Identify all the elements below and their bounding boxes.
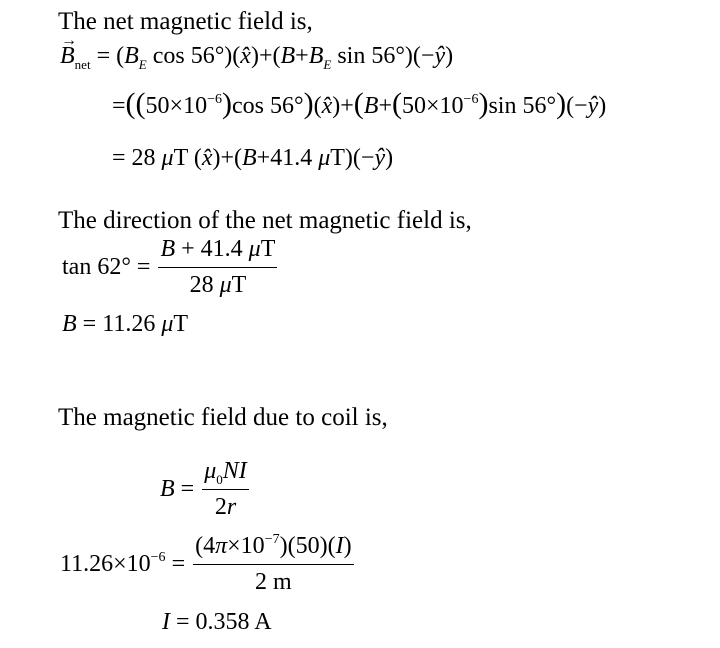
- result-b-value: B = 11.26 μT: [62, 311, 189, 337]
- equation-coil-substituted: [60, 533, 354, 596]
- tan-fraction: [158, 236, 277, 299]
- equation-net-field-definition: → $B_{net} = (B_E$ $\cos 56^\circ)(x̂)+(B+B_E$ sin 56°)(−ŷ): [60, 42, 453, 70]
- tan-lhs: tan 62° =: [62, 254, 151, 280]
- heading-net-field: The net magnetic field is,: [58, 8, 313, 35]
- tan-numerator: B + 41.4 μT: [160, 236, 276, 262]
- heading-coil-field: The magnetic field due to coil is,: [58, 404, 388, 431]
- equation-net-field-substituted: $=((50\times 10^{-6})\cos$ $56^\circ)(x̂)+(B+(50\times 10^{-6})\sin$ 56°)(−ŷ): [112, 87, 607, 120]
- equation-tangent: [62, 236, 277, 299]
- net-subscript: net: [74, 57, 91, 72]
- sub-denominator: 2 m: [255, 569, 292, 595]
- formula-fraction: [202, 458, 249, 521]
- tan-denominator: 28 μT: [189, 272, 247, 298]
- sub-lhs: $11.26\times 10^{-6}$ =: [60, 550, 186, 577]
- sub-fraction: [193, 533, 353, 596]
- equation-net-field-numeric: = 28 μT (x̂)+(B+41.4 μT)(−ŷ): [112, 145, 394, 171]
- heading-direction: The direction of the net magnetic field is,: [58, 207, 472, 234]
- sub-numerator: $(4\pi\times 10^{-7})(50)(I)$: [195, 532, 352, 559]
- formula-numerator: $\mu_0NI$: [204, 458, 247, 487]
- formula-lhs: B =: [160, 476, 195, 502]
- result-current: I = 0.358 A: [162, 609, 272, 635]
- equation-coil-formula: [160, 458, 249, 521]
- formula-denominator: 2r: [214, 494, 237, 520]
- b-vector-symbol: → B: [60, 42, 75, 70]
